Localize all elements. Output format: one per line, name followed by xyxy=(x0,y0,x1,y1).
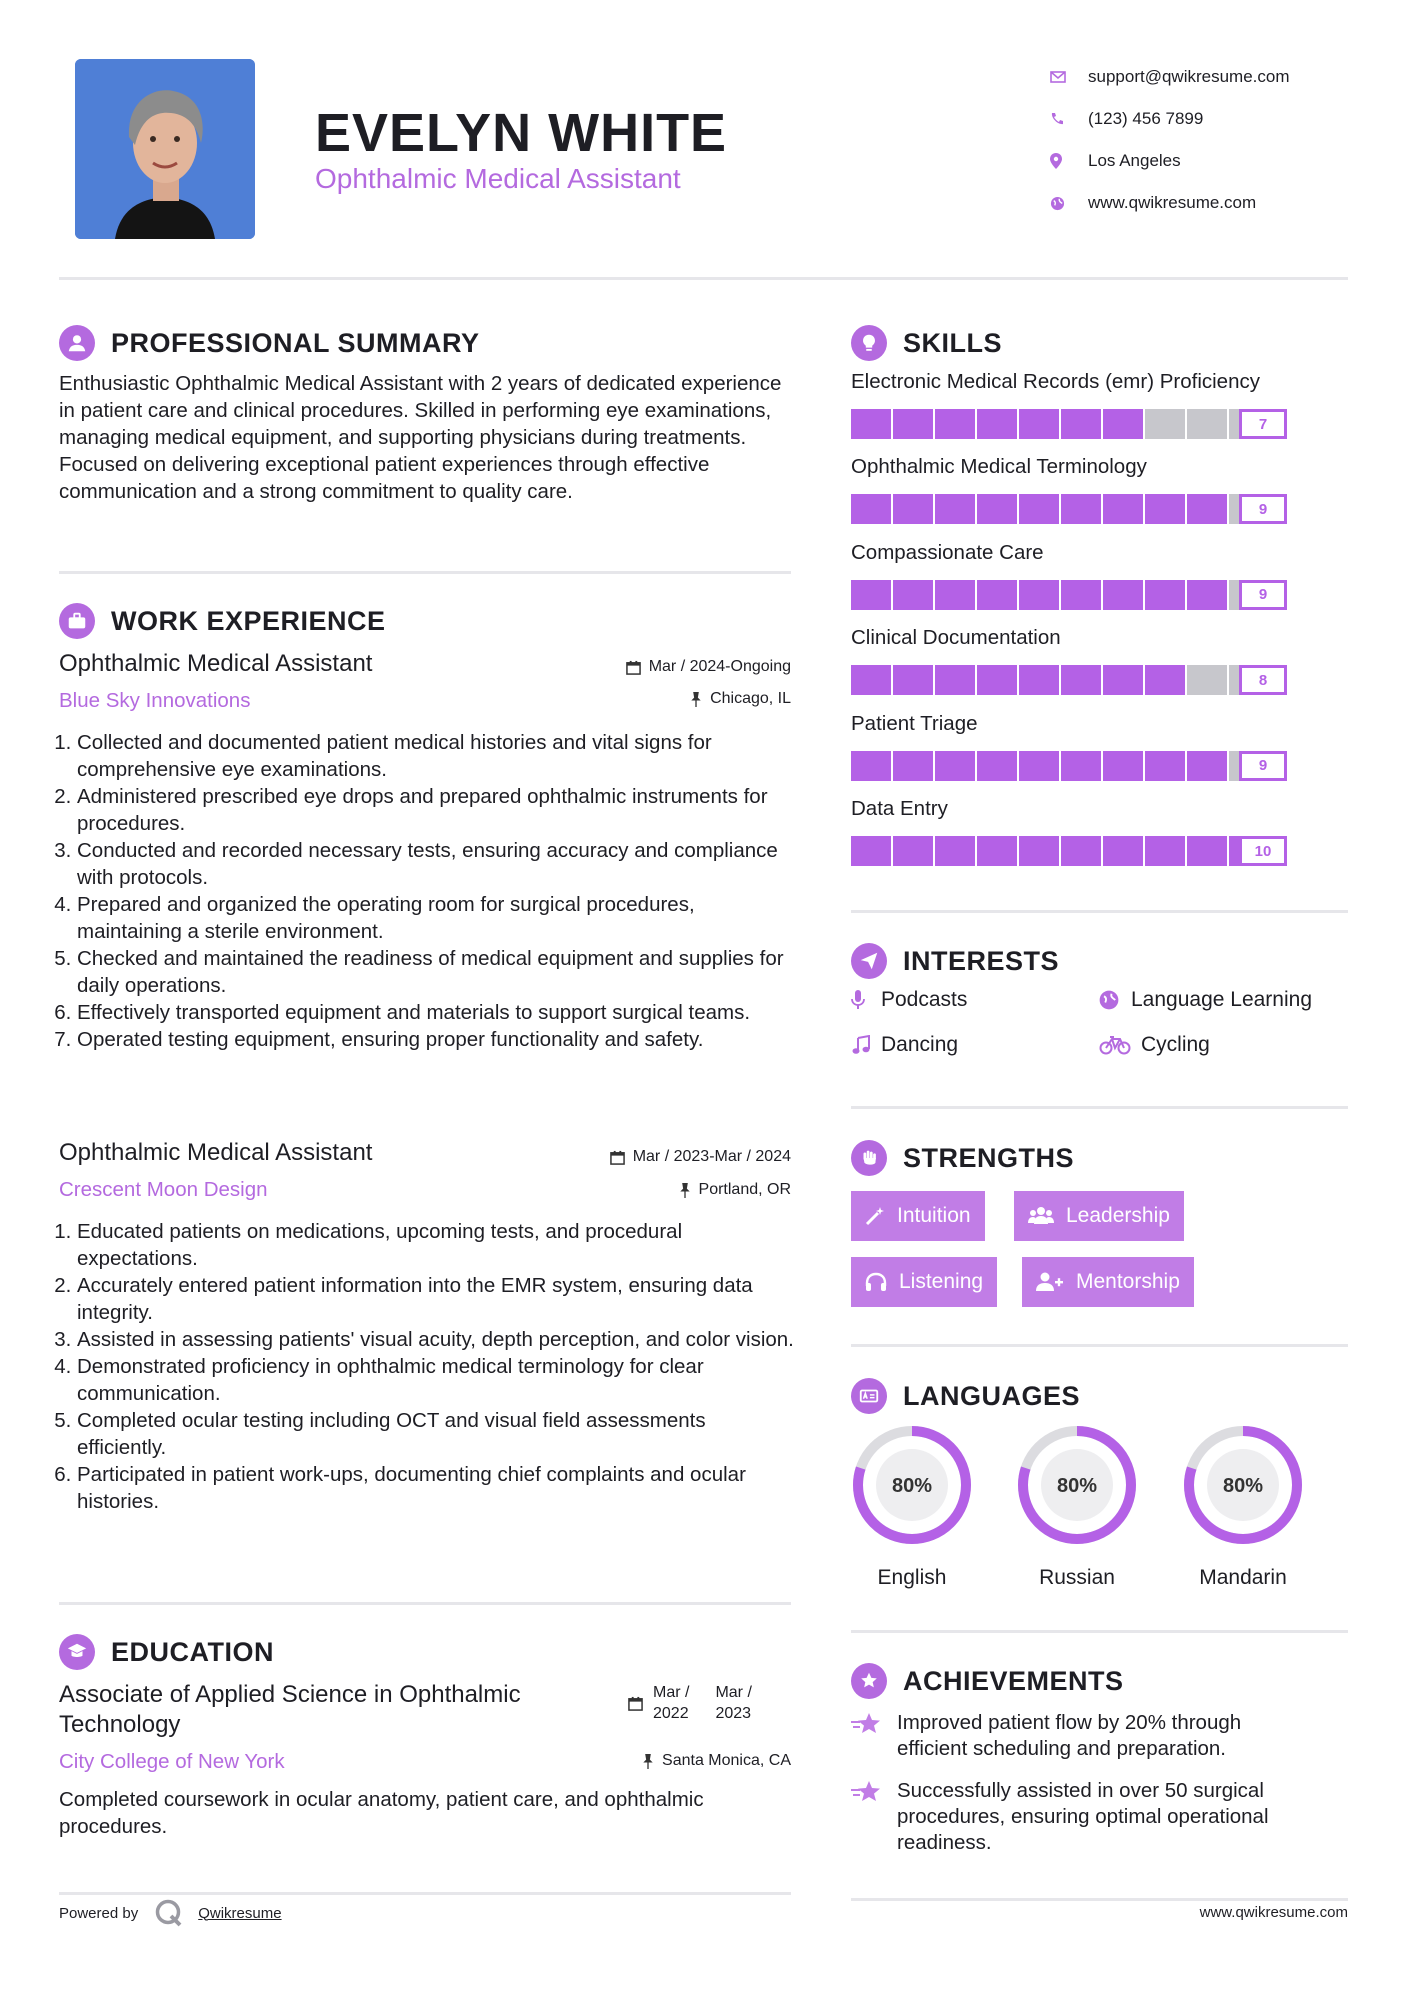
language-percent: 80% xyxy=(1056,1475,1098,1497)
list-item: 4. Prepared and organized the operating room for surgical procedures, maintaining a sterile environment. xyxy=(77,891,799,945)
skill-bar-segment xyxy=(977,409,1017,439)
job-1-date xyxy=(540,658,791,676)
skill-bar xyxy=(851,580,1271,610)
footer-powered-by xyxy=(59,1898,282,1928)
qwikresume-link[interactable]: Qwikresume xyxy=(198,1904,282,1922)
skill-bar-segment xyxy=(1061,580,1101,610)
interest-language-learning xyxy=(1099,988,1312,1012)
list-item: 3. Conducted and recorded necessary tests, ensuring accuracy and compliance with protocols. xyxy=(77,837,799,891)
skill-bar-segment xyxy=(893,836,933,866)
list-item: 2. Accurately entered patient information into the EMR system, ensuring data integrity. xyxy=(77,1272,799,1326)
language-card-icon xyxy=(851,1378,887,1414)
skill-bar-segment xyxy=(893,751,933,781)
list-item: 6. Participated in patient work-ups, documenting chief complaints and ocular histories. xyxy=(77,1461,799,1515)
job-2-location xyxy=(540,1181,791,1199)
trophy-star-icon xyxy=(851,1663,887,1699)
skill-bar-segment xyxy=(1103,836,1143,866)
skill-bar-segment xyxy=(1187,580,1227,610)
job-1-title: Ophthalmic Medical Assistant xyxy=(59,650,373,677)
skill-bar-segment xyxy=(851,409,891,439)
list-item: 1. Collected and documented patient medical histories and vital signs for comprehensive eye examinations. xyxy=(77,729,799,783)
achievement-line: Improved patient flow by 20% through xyxy=(897,1711,1242,1734)
skill-name: Electronic Medical Records (emr) Proficiency xyxy=(851,370,1260,393)
interest-label: Dancing xyxy=(881,1033,959,1056)
list-item: 1. Educated patients on medications, upcoming tests, and procedural expectations. xyxy=(77,1218,799,1272)
achievements-title: ACHIEVEMENTS xyxy=(903,1665,1124,1696)
education-date xyxy=(628,1682,752,1724)
summary-divider xyxy=(59,571,791,574)
star-icon xyxy=(851,1778,897,1856)
skill-level-badge: 9 xyxy=(1239,751,1287,781)
briefcase-icon xyxy=(59,603,95,639)
calendar-icon xyxy=(610,1150,625,1165)
skill-bar-segment xyxy=(1103,580,1143,610)
graduate-icon xyxy=(59,1634,95,1670)
achievement-line: readiness. xyxy=(897,1831,992,1854)
paper-plane-icon xyxy=(851,943,887,979)
degree-title-line-2: Technology xyxy=(59,1711,181,1738)
skill-bar-segment xyxy=(1103,409,1143,439)
strengths-title: STRENGTHS xyxy=(903,1142,1075,1173)
education-location-text: Santa Monica, CA xyxy=(662,1752,791,1769)
user-icon xyxy=(59,325,95,361)
skill-bar-segment xyxy=(893,665,933,695)
skill-bar-segment xyxy=(1187,665,1227,695)
skill-bar-segment xyxy=(1061,494,1101,524)
list-item: 4. Demonstrated proficiency in ophthalmic medical terminology for clear communication. xyxy=(77,1353,799,1407)
skill-name: Patient Triage xyxy=(851,711,978,735)
skill-bar-segment xyxy=(1145,836,1185,866)
language-name: Mandarin xyxy=(1199,1566,1287,1589)
skill-bar-segment xyxy=(935,494,975,524)
contact-list xyxy=(1050,56,1370,224)
languages-header xyxy=(851,1378,1080,1414)
location-pin-icon xyxy=(1050,153,1088,169)
bicycle-icon xyxy=(1099,1035,1141,1055)
skills-header xyxy=(851,325,1002,361)
pushpin-icon xyxy=(679,1183,691,1198)
skill-bar-segment xyxy=(977,836,1017,866)
contact-location xyxy=(1050,140,1370,182)
achievement-line: procedures, ensuring optimal operational xyxy=(897,1805,1269,1828)
language-item xyxy=(1182,1424,1304,1590)
skill-name: Data Entry xyxy=(851,797,948,820)
skill-bar-segment xyxy=(1061,665,1101,695)
achievement-line: Successfully assisted in over 50 surgical xyxy=(897,1779,1264,1802)
education-start xyxy=(653,1682,689,1724)
skills-divider xyxy=(851,910,1348,913)
skill-name: Clinical Documentation xyxy=(851,626,1061,650)
languages-title: LANGUAGES xyxy=(903,1380,1081,1411)
job-1-location xyxy=(540,690,791,708)
qwikresume-logo-icon xyxy=(154,1898,184,1928)
magic-wand-icon xyxy=(865,1206,885,1226)
strength-intuition xyxy=(851,1191,985,1241)
skill-bar-segment xyxy=(1019,665,1059,695)
language-percent: 80% xyxy=(891,1475,933,1497)
skill-level-badge: 9 xyxy=(1239,580,1287,610)
skill-bar xyxy=(851,494,1271,524)
globe-icon xyxy=(1099,990,1129,1010)
star-icon xyxy=(851,1710,897,1762)
interests-title: INTERESTS xyxy=(903,945,1060,976)
skill-bar-segment xyxy=(977,494,1017,524)
microphone-icon xyxy=(851,990,881,1010)
contact-location-text: Los Angeles xyxy=(1088,151,1181,170)
candidate-name: EVELYN WHITE xyxy=(315,103,728,163)
list-item: 7. Operated testing equipment, ensuring proper functionality and safety. xyxy=(77,1026,799,1053)
interest-label: Cycling xyxy=(1141,1033,1210,1056)
achievement-line: efficient scheduling and preparation. xyxy=(897,1737,1226,1760)
interest-dancing xyxy=(851,1033,958,1057)
skill-level-badge: 8 xyxy=(1239,665,1287,695)
globe-icon xyxy=(1050,196,1088,211)
list-item: 5. Checked and maintained the readiness of medical equipment and supplies for daily operations. xyxy=(77,945,799,999)
skill-bar-segment xyxy=(1145,494,1185,524)
skill-bar-segment xyxy=(935,751,975,781)
skill-bar-segment xyxy=(1061,751,1101,781)
school-name: City College of New York xyxy=(59,1750,285,1773)
education-description: Completed coursework in ocular anatomy, patient care, and ophthalmic procedures. xyxy=(59,1788,704,1838)
skill-bar-segment xyxy=(935,409,975,439)
contact-email-text: support@qwikresume.com xyxy=(1088,67,1290,86)
degree-title-line-1: Associate of Applied Science in Ophthalmic xyxy=(59,1681,521,1708)
strength-label: Mentorship xyxy=(1076,1270,1180,1293)
skill-bar-segment xyxy=(1061,409,1101,439)
skill-bar-segment xyxy=(851,836,891,866)
achievement-2 xyxy=(851,1778,1348,1856)
education-title: EDUCATION xyxy=(111,1636,274,1667)
job-2-date-text: Mar / 2023-Mar / 2024 xyxy=(632,1148,791,1165)
skill-bar-segment xyxy=(893,580,933,610)
contact-phone-text: (123) 456 7899 xyxy=(1088,109,1204,128)
achievement-text xyxy=(897,1710,1241,1762)
language-item xyxy=(1016,1424,1138,1590)
skill-bar-segment xyxy=(851,580,891,610)
achievement-1 xyxy=(851,1710,1348,1762)
calendar-icon xyxy=(628,1696,643,1711)
skill-bar-segment xyxy=(1103,751,1143,781)
skill-bar-segment xyxy=(1061,836,1101,866)
skill-bar-segment xyxy=(1145,409,1185,439)
interest-label: Language Learning xyxy=(1131,988,1313,1011)
skill-bar-segment xyxy=(893,409,933,439)
skill-bar-segment xyxy=(1019,836,1059,866)
phone-icon xyxy=(1050,112,1088,126)
lightbulb-icon xyxy=(851,325,887,361)
list-item: 2. Administered prescribed eye drops and prepared ophthalmic instruments for procedures. xyxy=(77,783,799,837)
skill-bar-segment xyxy=(1145,751,1185,781)
education-location xyxy=(540,1752,791,1770)
language-percent: 80% xyxy=(1222,1475,1264,1497)
skill-bar-segment xyxy=(851,751,891,781)
skill-bar-segment xyxy=(977,580,1017,610)
work-header xyxy=(59,603,386,639)
strength-mentorship xyxy=(1022,1257,1194,1307)
skill-bar-segment xyxy=(1019,409,1059,439)
education-end xyxy=(715,1682,751,1724)
contact-website[interactable] xyxy=(1050,182,1370,224)
skill-bar-segment xyxy=(1187,409,1227,439)
footer-website[interactable]: www.qwikresume.com xyxy=(1199,1904,1348,1921)
language-ring xyxy=(1016,1424,1138,1546)
job-2-title: Ophthalmic Medical Assistant xyxy=(59,1139,373,1166)
skills-title: SKILLS xyxy=(903,327,1003,358)
list-item: 3. Assisted in assessing patients' visual acuity, depth perception, and color vision. xyxy=(77,1326,799,1353)
skill-bar-segment xyxy=(1019,580,1059,610)
skill-bar xyxy=(851,409,1271,439)
skill-bar-segment xyxy=(977,751,1017,781)
skill-name: Ophthalmic Medical Terminology xyxy=(851,455,1147,479)
skill-bar-segment xyxy=(1187,751,1227,781)
skill-bar-segment xyxy=(935,580,975,610)
interest-cycling xyxy=(1099,1033,1210,1057)
strengths-divider xyxy=(851,1344,1348,1347)
summary-title: PROFESSIONAL SUMMARY xyxy=(111,327,480,358)
skill-bar-segment xyxy=(851,494,891,524)
footer-divider-left xyxy=(59,1892,791,1895)
skill-bar-segment xyxy=(1187,836,1227,866)
work-title: WORK EXPERIENCE xyxy=(111,605,386,636)
envelope-icon xyxy=(1050,71,1088,83)
skill-level-badge: 7 xyxy=(1239,409,1287,439)
job-1-date-text: Mar / 2024-Ongoing xyxy=(648,658,791,675)
job-1-company: Blue Sky Innovations xyxy=(59,689,251,712)
skill-bar-segment xyxy=(893,494,933,524)
skill-bar-segment xyxy=(1145,665,1185,695)
contact-website-text: www.qwikresume.com xyxy=(1088,193,1257,212)
job-1-bullets xyxy=(59,729,799,1053)
strength-leadership xyxy=(1014,1191,1184,1241)
language-name: Russian xyxy=(1039,1566,1115,1589)
education-end-year: 2023 xyxy=(715,1705,752,1722)
skill-bar-segment xyxy=(977,665,1017,695)
language-ring xyxy=(1182,1424,1304,1546)
job-2-date xyxy=(520,1148,791,1166)
language-item xyxy=(851,1424,973,1590)
contact-email[interactable] xyxy=(1050,56,1370,98)
pushpin-icon xyxy=(690,692,702,707)
users-icon xyxy=(1028,1206,1054,1226)
strength-label: Leadership xyxy=(1066,1204,1170,1227)
header-divider xyxy=(59,277,1348,280)
strength-listening xyxy=(851,1257,997,1307)
raised-fist-icon xyxy=(851,1140,887,1176)
summary-text: Enthusiastic Ophthalmic Medical Assistant with 2 years of dedicated experience in patient care and clinical procedures. Skilled in performing eye examinations, managing medical equipment, and supporting physicians during treatments. Focused on delivering exceptional patient experiences through effective communication and a strong commitment to quality care. xyxy=(59,372,782,503)
skill-bar-segment xyxy=(851,665,891,695)
profile-photo xyxy=(75,59,255,239)
interests-divider xyxy=(851,1106,1348,1109)
job-1-location-text: Chicago, IL xyxy=(710,690,791,707)
skill-bar-segment xyxy=(1145,580,1185,610)
music-note-icon xyxy=(851,1035,881,1055)
skill-bar xyxy=(851,836,1271,866)
powered-by-text: Powered by xyxy=(59,1904,139,1922)
language-ring xyxy=(851,1424,973,1546)
summary-header xyxy=(59,325,480,361)
skill-bar-segment xyxy=(935,665,975,695)
skill-bar xyxy=(851,751,1271,781)
languages-divider xyxy=(851,1630,1348,1633)
user-plus-icon xyxy=(1036,1272,1064,1292)
language-name: English xyxy=(877,1566,947,1589)
education-end-month: Mar / xyxy=(715,1684,752,1701)
interest-podcasts xyxy=(851,988,967,1012)
skill-bar-segment xyxy=(1187,494,1227,524)
skill-bar xyxy=(851,665,1271,695)
candidate-role: Ophthalmic Medical Assistant xyxy=(315,163,681,194)
job-2-company: Crescent Moon Design xyxy=(59,1178,268,1201)
education-start-year: 2022 xyxy=(653,1705,689,1722)
skill-bar-segment xyxy=(1019,751,1059,781)
skill-level-badge: 10 xyxy=(1239,836,1287,866)
education-header xyxy=(59,1634,274,1670)
pushpin-icon xyxy=(642,1754,654,1769)
skill-name: Compassionate Care xyxy=(851,540,1044,564)
footer-divider-right xyxy=(851,1898,1348,1901)
strengths-header xyxy=(851,1140,1074,1176)
calendar-icon xyxy=(626,660,641,675)
interest-label: Podcasts xyxy=(881,988,968,1011)
headphones-icon xyxy=(865,1272,887,1292)
achievements-header xyxy=(851,1663,1124,1699)
skill-bar-segment xyxy=(1103,494,1143,524)
contact-phone[interactable] xyxy=(1050,98,1370,140)
skill-bar-segment xyxy=(935,836,975,866)
education-start-month: Mar / xyxy=(653,1684,690,1701)
skill-bar-segment xyxy=(1103,665,1143,695)
list-item: 5. Completed ocular testing including OCT and visual field assessments efficiently. xyxy=(77,1407,799,1461)
skill-bar-segment xyxy=(1019,494,1059,524)
work-divider xyxy=(59,1602,791,1605)
achievement-text xyxy=(897,1778,1269,1856)
interests-header xyxy=(851,943,1059,979)
list-item: 6. Effectively transported equipment and materials to support surgical teams. xyxy=(77,999,799,1026)
skill-level-badge: 9 xyxy=(1239,494,1287,524)
degree-title xyxy=(59,1680,521,1740)
job-2-location-text: Portland, OR xyxy=(698,1181,791,1198)
strength-label: Intuition xyxy=(897,1204,971,1227)
strength-label: Listening xyxy=(899,1270,984,1293)
job-2-bullets xyxy=(59,1218,799,1515)
